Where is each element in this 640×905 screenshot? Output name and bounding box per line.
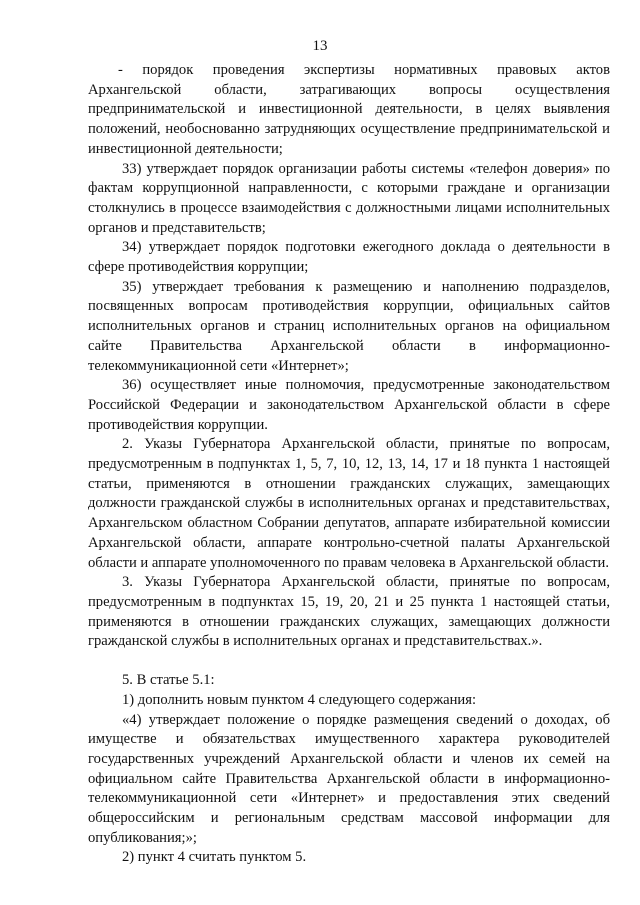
- paragraph: 33) утверждает порядок организации работы системы «телефон доверия» по фактам коррупционной направленности, с которыми граждане и организации столкнулись в процессе взаимодействия с должностными лицами исполнительных органов и представительств;: [88, 160, 610, 236]
- paragraph: 36) осуществляет иные полномочия, предусмотренные законодательством Российской Федерации и законодательством Архангельской области в сфере противодействия коррупции.: [88, 377, 610, 433]
- paragraph: 34) утверждает порядок подготовки ежегодного доклада о деятельности в сфере противодействия коррупции;: [88, 239, 610, 276]
- paragraph: 1) дополнить новым пунктом 4 следующего содержания:: [122, 691, 477, 708]
- page-number: 13: [312, 38, 328, 54]
- section-heading: 5. В статье 5.1:: [122, 672, 215, 689]
- paragraph-spacer: [88, 652, 610, 671]
- paragraph: - порядок проведения экспертизы нормативных правовых актов Архангельской области, затрагивающих вопросы осуществления предпринимательской и инвестиционной деятельности, в целях выявления положений, необоснованно затрудняющих осуществление предпринимательской и инвестиционной деятельности;: [88, 62, 610, 157]
- paragraph: 2) пункт 4 считать пунктом 5.: [122, 849, 307, 866]
- paragraph: «4) утверждает положение о порядке размещения сведений о доходах, об имуществе и обязательствах имущественного характера руководителей государственных учреждений Архангельской области и членов их семей на официальном сайте Правительства Архангельской области в информационно-телекоммуникационной сети «Интернет» и предоставления этих сведений общероссийским и региональным средствам массовой информации для опубликования;»;: [88, 711, 610, 846]
- paragraph: 35) утверждает требования к размещению и наполнению подразделов, посвященных вопросам противодействия коррупции, официальных сайтов исполнительных органов и страниц исполнительных органов на официальном сайте Правительства Архангельской области в информационно-телекоммуникационной сети «Интернет»;: [88, 278, 610, 374]
- paragraph: 3. Указы Губернатора Архангельской области, принятые по вопросам, предусмотренным в подпунктах 15, 19, 20, 21 и 25 пункта 1 настоящей статьи, применяются в отношении гражданских служащих, замещающих должности гражданской службы в исполнительных органах и представительствах.».: [88, 574, 610, 650]
- paragraph: 2. Указы Губернатора Архангельской области, принятые по вопросам, предусмотренным в подпунктах 1, 5, 7, 10, 12, 13, 14, 17 и 18 пункта 1 настоящей статьи, применяются в отношении гражданских служащих, замещающих должности гражданской службы в исполнительных органах и представительствах, Архангельском областном Собрании депутатов, аппарате избирательной комиссии Архангельской области, аппарате контрольно-счетной палаты Архангельской области и аппарате уполномоченного по правам человека в Архангельской области.: [88, 436, 610, 571]
- document-body: [88, 61, 610, 868]
